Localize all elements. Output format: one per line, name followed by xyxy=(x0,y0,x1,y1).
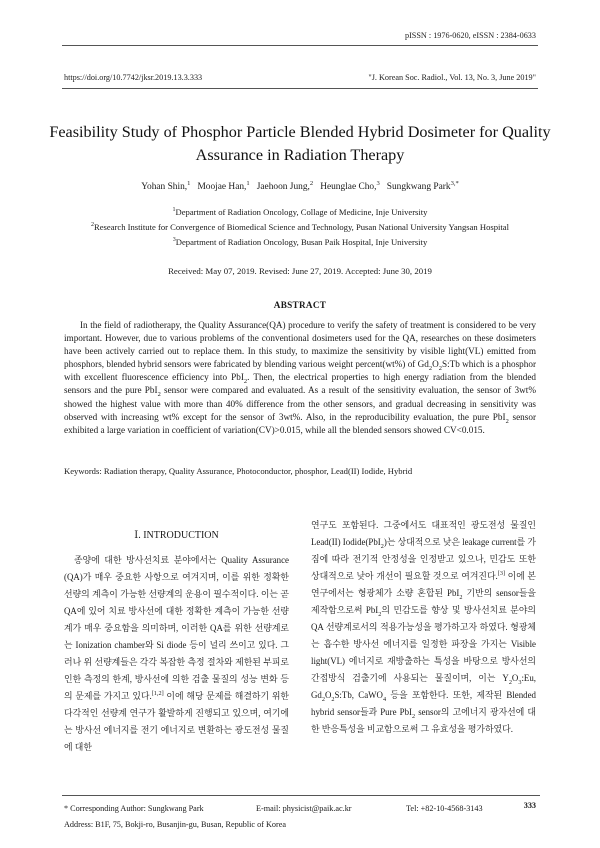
issn-line: pISSN : 1976-0620, eISSN : 2384-0633 xyxy=(404,31,536,40)
doi-link[interactable]: https://doi.org/10.7742/jksr.2019.13.3.333 xyxy=(64,73,203,82)
author-address: Address: B1F, 75, Bokji-ro, Busanjin-gu, Busan, Republic of Korea xyxy=(64,820,286,829)
author-affiliation-mark: 1 xyxy=(246,179,250,187)
author-name: Moojae Han, xyxy=(197,182,247,192)
page-number: 333 xyxy=(523,801,536,810)
intro-column-left: 종양에 대한 방사선치료 분야에서는 Quality Assurance (QA)가 매우 중요한 사항으로 여겨지며, 이를 위한 정확한 선량의 계측이 가능한 선량계의 운용이 필수적이다. 이는 곧 QA에 있어 치료 방사선에 대한 정확한 계측이 가능한 선량계가 매우 중요함을 의미하며, 이러한 QA를 위한 선량계로는 Ionization chamber와 Si diode 등이 널리 쓰이고 있다. 그러나 위 선량계들은 각각 복잡한 측정 절차와 제한된 부피로 인한 측정의 한계, 방사선에 의한 검출 물질의 성능 변화 등의 문제를 가지고 있다.[1,2] 이에 해당 문제를 해결하기 위한 다각적인 선량계 연구가 활발하게 진행되고 있으며, 여기에는 방사선 에너지를 전기 에너지로 변환하는 광도전성 물질에 대한 xyxy=(64,555,289,752)
section-heading-introduction: Ⅰ. INTRODUCTION xyxy=(134,530,219,541)
footnote xyxy=(64,801,540,833)
author-name: Heunglae Cho, xyxy=(320,182,377,192)
footnote-rule xyxy=(62,795,540,796)
affiliation-3: $^3$Department of Radiation Oncology, Busan Paik Hospital, Inje University xyxy=(172,237,428,247)
affiliation-2: $^2$Research Institute for Convergence of Biomedical Science and Technology, Pusan National University Yangsan Hospital xyxy=(90,222,509,232)
author-email[interactable]: E-mail: physicist@paik.ac.kr xyxy=(256,804,352,813)
author-name: Jaehoon Jung, xyxy=(256,182,310,192)
header-rule-bottom xyxy=(62,88,538,89)
author-list xyxy=(0,179,600,192)
author-affiliation-mark: 2 xyxy=(309,179,314,187)
paper-title: Feasibility Study of Phosphor Particle Blended Hybrid Dosimeter for Quality Assurance in Radiation Therapy xyxy=(49,123,551,164)
received-dates: Received: May 07, 2019. Revised: June 27, 2019. Accepted: June 30, 2019 xyxy=(168,266,432,276)
journal-citation: "J. Korean Soc. Radiol., Vol. 13, No. 3, June 2019" xyxy=(368,73,536,82)
abstract-heading: ABSTRACT xyxy=(273,300,327,310)
author-affiliation-mark: 3 xyxy=(376,179,380,187)
abstract-body: In the field of radiotherapy, the Quality Assurance(QA) procedure to verify the safety of treatment is considered to be very important. However, due to various problems of the conventional dosimeters used for the QA, researches on these dosimeters have been actively carried out to replace them. In this study, to maximize the sensitivity by visible light(VL) emitted from phosphors, blended hybrid sensors were fabricated by blending various weight percent(wt%) of $Gd_2O_2S:Tb$ which is a phosphor with excellent fluorescence efficiency into PbI$_2$. Then, the electrical properties to high energy radiation from the blended sensors and the pure PbI$_2$ sensor were compared and evaluated. As a result of the sensitivity evaluation, the sensor of 3wt% showed the highest value with more than 40% difference from the other sensors, and gradual decreasing in sensitivity was observed with increasing wt% except for the sensor of 3wt%. Also, in the reproducibility evaluation, the pure PbI$_2$ sensor exhibited a large variation in coefficient of variation(CV)>0.015, while all the blended sensors showed CV<0.015. xyxy=(64,320,537,435)
corresponding-author: * Corresponding Author: Sungkwang Park xyxy=(64,804,204,813)
keywords: Keywords: Radiation therapy, Quality Assurance, Photoconductor, phosphor, Lead(II) Iodide, Hybrid xyxy=(64,466,413,476)
affiliation-1: $^1$Department of Radiation Oncology, Collage of Medicine, Inje University xyxy=(172,207,428,217)
author-phone: Tel: +82-10-4568-3143 xyxy=(406,804,483,813)
author-name: Yohan Shin, xyxy=(141,182,188,192)
author-name: Sungkwang Park xyxy=(386,182,451,192)
header-rule-top xyxy=(62,45,538,46)
author-affiliation-mark: 3,* xyxy=(450,179,459,187)
intro-column-right: 연구도 포함된다. 그중에서도 대표적인 광도전성 물질인 Lead(II) Iodide(PbI$_2$)는 상대적으로 낮은 leakage current를 가짐에 따라 전기적 안정성을 인정받고 있으나, 민감도 또한 상대적으로 낮아 개선이 필요할 것으로 여겨진다.[3] 이에 본 연구에서는 형광체가 소량 혼합된 PbI$_2$ 기반의 sensor들을 제작함으로써 PbI$_2$의 민감도를 향상 및 방사선치료 분야의 QA 선량계로서의 적용가능성을 평가하고자 하였다. 형광체는 흡수한 방사선 에너지를 일정한 파장을 가지는 Visible light(VL) 에너지로 재방출하는 특성을 바탕으로 방사선의 간접방식 검출기에 사용되는 물질이며, 이는 $Y_2O_3:Eu$, $Gd_2O_2S:Tb$, CaWO$_4$ 등을 포함한다. 또한, 제작된 Blended hybrid sensor들과 Pure PbI$_2$ sensor의 고에너지 광자선에 대한 반응특성을 비교함으로써 그 유효성을 평가하였다. xyxy=(311,520,536,734)
author-affiliation-mark: 1 xyxy=(187,179,191,187)
